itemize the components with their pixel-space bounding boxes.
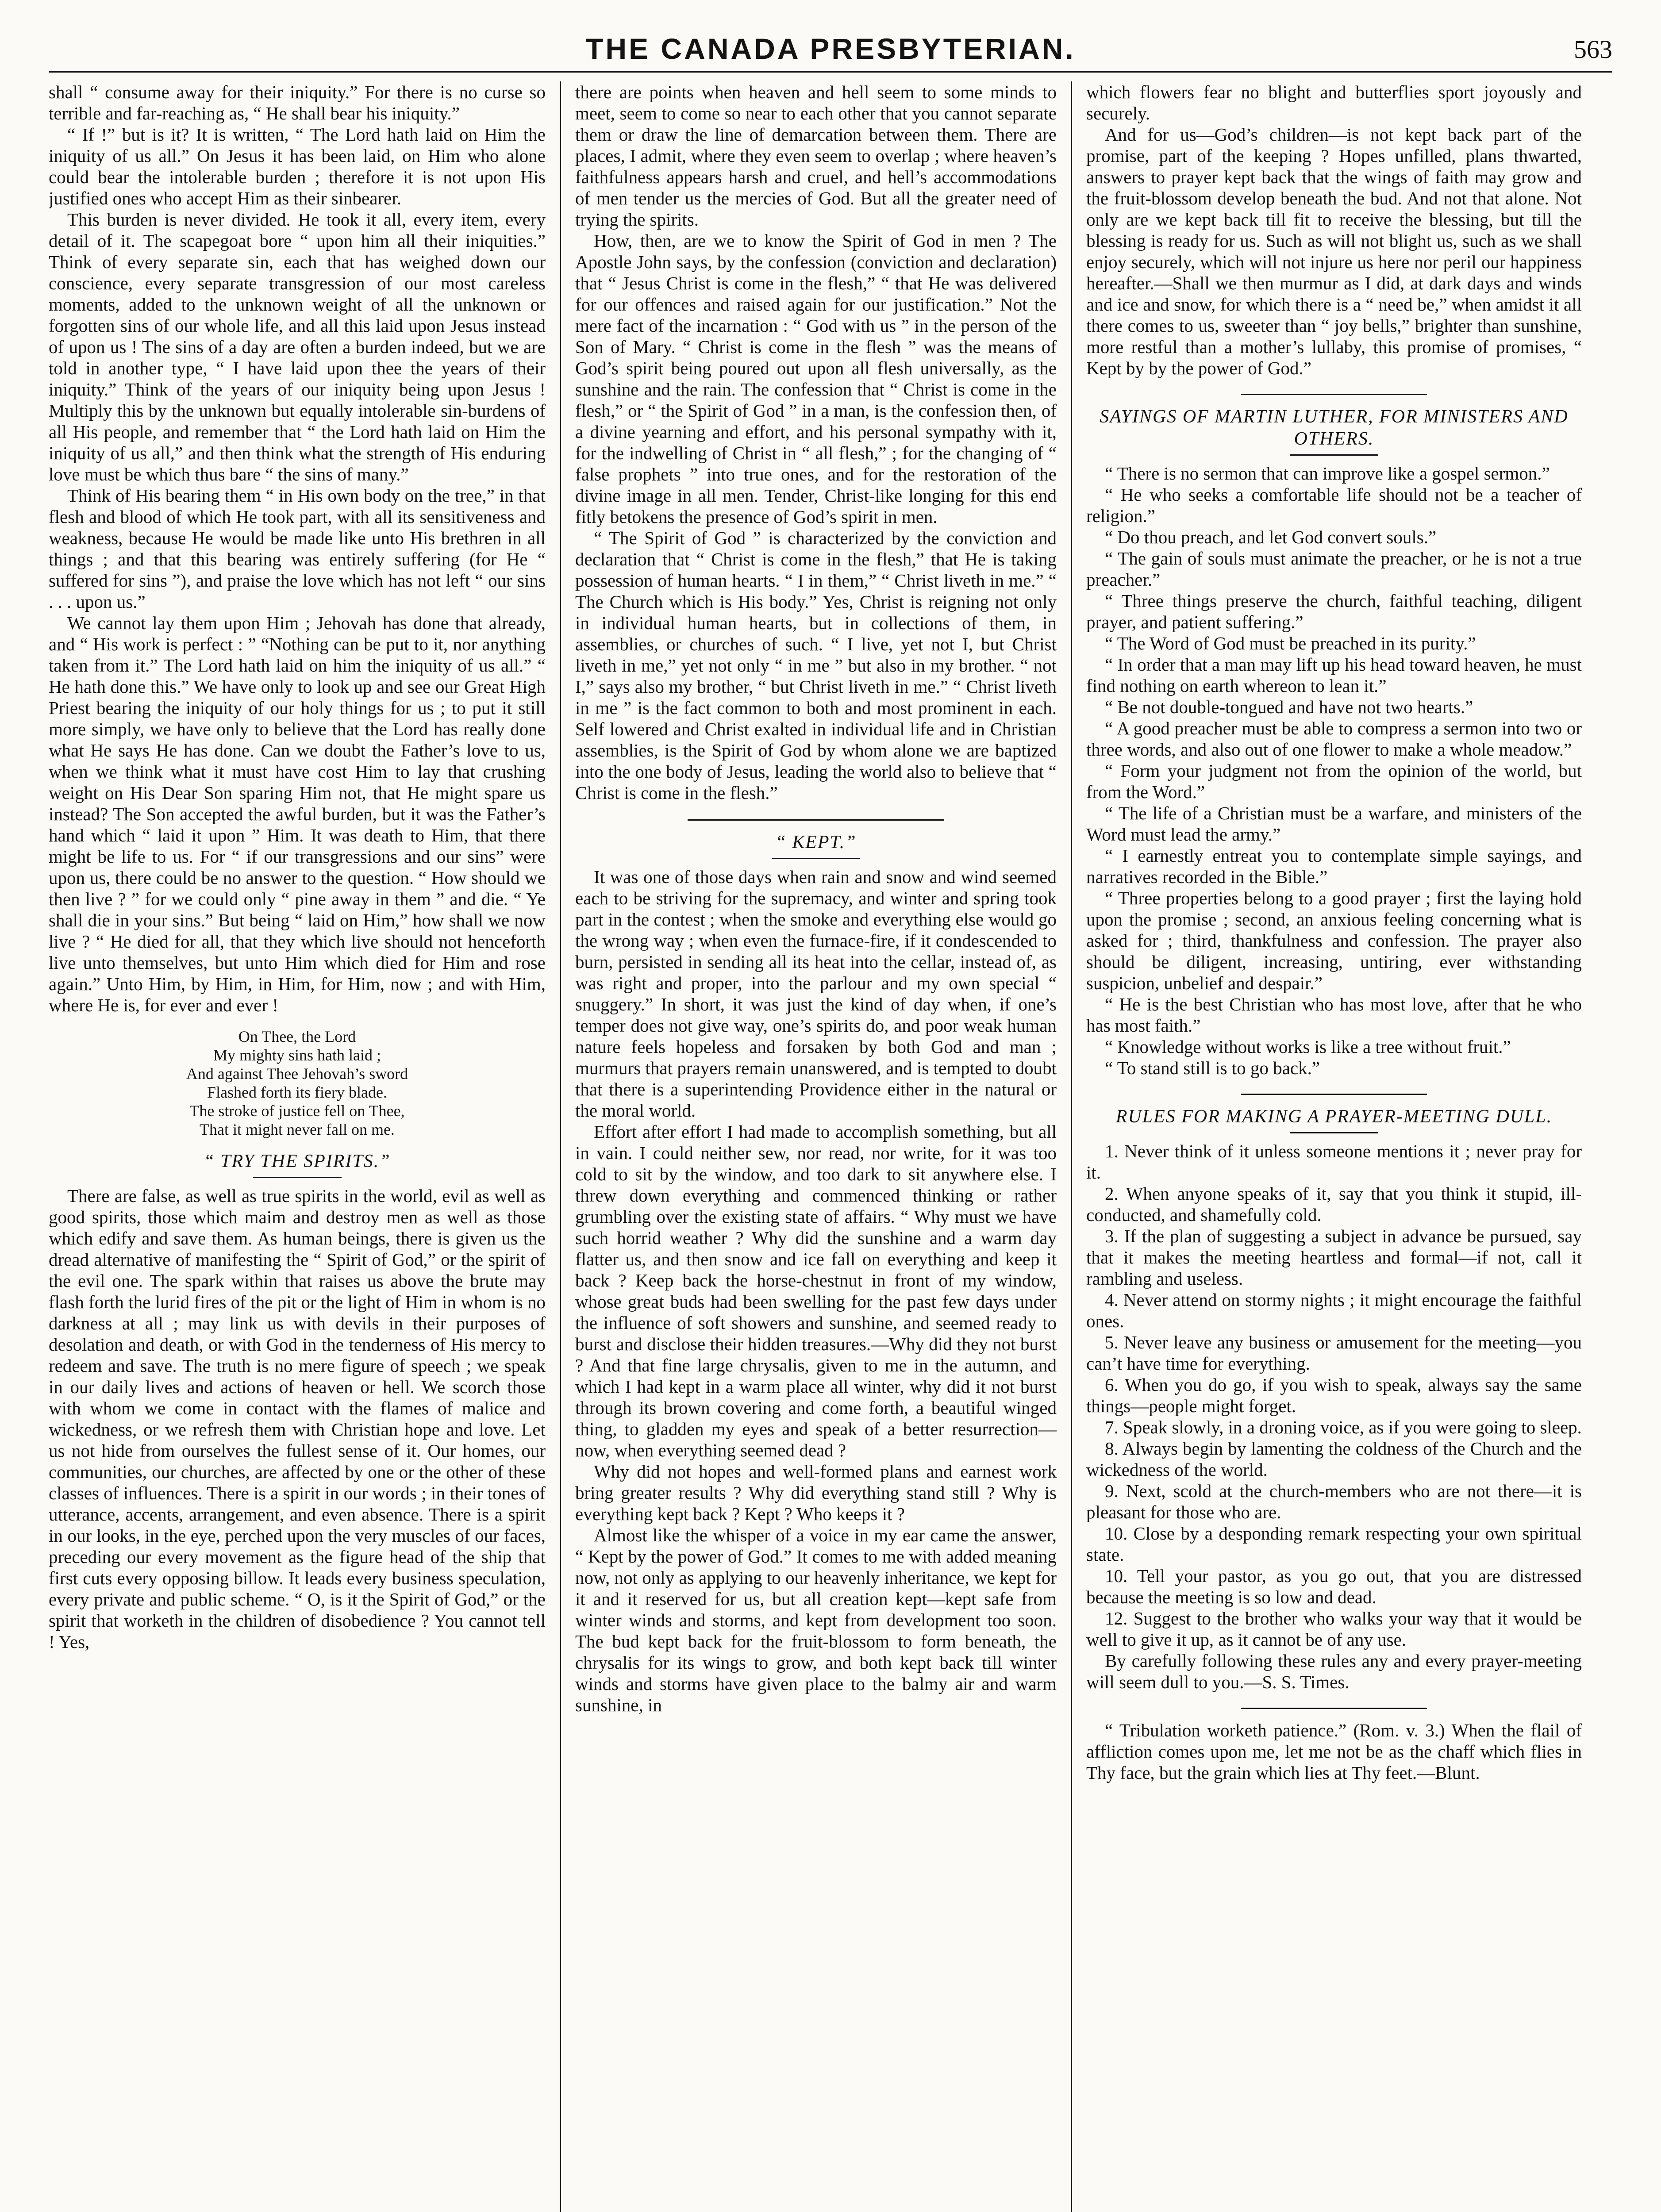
paragraph: Why did not hopes and well-formed plans and earnest work bring greater results ? Why did everything stand still ? Why is everything kept back ? Kept ? Who keeps it ? bbox=[575, 1461, 1057, 1524]
saying: “ He who seeks a comfortable life should not be a teacher of religion.” bbox=[1086, 484, 1582, 526]
saying: “ The life of a Christian must be a warfare, and ministers of the Word must lead the army.” bbox=[1086, 803, 1582, 845]
paragraph: How, then, are we to know the Spirit of God in men ? The Apostle John says, by the confession (conviction and declaration) that “ Jesus Christ is come in the flesh,” “ that He was delivered for our offences and raised again for our justification.” Not the mere fact of the incarnation : “ God with us ” in the person of the Son of Mary. “ Christ is come in the flesh ” was the means of God’s spirit being poured out upon all flesh universally, as the sunshine and the rain. The confession that “ Christ is come in the flesh,” or “ the Spirit of God ” in a man, is the confession then, of a divine yearning and effort, and his personal sympathy with it, for the indwelling of Christ in “ all flesh,” ; for the changing of “ false prophets ” into true ones, and for the restoration of the divine image in all men. Tender, Christ-like longing for this end fitly betokens the presence of God’s spirit in men. bbox=[575, 230, 1057, 527]
rules-closing: By carefully following these rules any and every prayer-meeting will seem dull to you.—S. S. Times. bbox=[1086, 1651, 1582, 1692]
paragraph: Think of His bearing them “ in His own body on the tree,” in that flesh and blood of which He took part, with all its sensitiveness and weakness, because He would be made like unto His brethren in all things ; and that this bearing was entirely suffering (for He “ suffered for sins ”), and praise the love which has not left “ our sins . . . upon us.” bbox=[49, 485, 546, 612]
columns bbox=[49, 81, 1612, 2212]
verse-line: The stroke of justice fell on Thee, bbox=[189, 1102, 405, 1120]
verse-stanza bbox=[49, 1027, 546, 1139]
section-heading-luther-sayings: SAYINGS OF MARTIN LUTHER, FOR MINISTERS AND OTHERS. bbox=[1100, 407, 1569, 449]
verse-line: That it might never fall on me. bbox=[200, 1121, 395, 1138]
rule-item: 7. Speak slowly, in a droning voice, as if you were going to sleep. bbox=[1105, 1417, 1582, 1437]
masthead bbox=[49, 31, 1612, 73]
saying: “ In order that a man may lift up his head toward heaven, he must find nothing on earth whereon to lean it.” bbox=[1086, 654, 1582, 696]
heading-rule bbox=[1290, 454, 1378, 456]
paragraph: Almost like the whisper of a voice in my ear came the answer, “ Kept by the power of God.” It comes to me with added meaning now, not only as applying to our heavenly inheritance, we kept for it and it reserved for us, but all creation kept—kept safe from winter winds and storms, and kept from development too soon. The bud kept back for the fruit-blossom to form beneath, the chrysalis for its wings to grow, and both kept back till winter winds and storms have given place to the balmy air and warm sunshine, in bbox=[575, 1525, 1057, 1715]
closing-quote: “ Tribulation worketh patience.” (Rom. v. 3.) When the flail of affliction comes upon me, let me not be as the chaff which flies in Thy face, but the grain which lies at Thy feet.—Blunt. bbox=[1086, 1720, 1582, 1783]
saying: “ Form your judgment not from the opinion of the world, but from the Word.” bbox=[1086, 760, 1582, 802]
rule-item: 4. Never attend on stormy nights ; it might encourage the faithful ones. bbox=[1086, 1290, 1582, 1331]
saying: “ Be not double-tongued and have not two hearts.” bbox=[1105, 697, 1473, 717]
rule-item: 2. When anyone speaks of it, say that you think it stupid, ill-conducted, and shamefully cold. bbox=[1086, 1183, 1582, 1225]
section-separator bbox=[1241, 1094, 1427, 1095]
saying: “ Three properties belong to a good prayer ; first the laying hold upon the promise ; second, an anxious feeling concerning what is asked for ; third, thankfulness and confession. The prayer also should be diligent, increasing, untiring, ever withstanding suspicion, unbelief and despair.” bbox=[1086, 888, 1582, 993]
paragraph: shall “ consume away for their iniquity.” For there is no curse so terrible and far-reaching as, “ He shall bear his iniquity.” bbox=[49, 82, 546, 123]
saying: “ There is no sermon that can improve like a gospel sermon.” bbox=[1105, 463, 1550, 484]
section-separator bbox=[688, 819, 944, 821]
saying: “ Knowledge without works is like a tree without fruit.” bbox=[1105, 1037, 1511, 1057]
section-heading-prayer-meeting-rules: RULES FOR MAKING A PRAYER-MEETING DULL. bbox=[1115, 1106, 1553, 1127]
page-number: 563 bbox=[1574, 35, 1612, 64]
saying: “ He is the best Christian who has most love, after that he who has most faith.” bbox=[1086, 994, 1582, 1036]
saying: “ To stand still is to go back.” bbox=[1105, 1058, 1320, 1078]
saying: “ I earnestly entreat you to contemplate simple sayings, and narratives recorded in the Bible.” bbox=[1086, 845, 1582, 887]
saying: “ Do thou preach, and let God convert souls.” bbox=[1105, 527, 1437, 547]
column-2 bbox=[560, 81, 1071, 2212]
paragraph: It was one of those days when rain and snow and wind seemed each to be striving for the supremacy, and winter and spring took part in the contest ; when the smoke and everything else would go the wrong way ; when even the furnace-fire, if it condescended to burn, persisted in sending all its heat into the cellar, instead of, as was right and proper, into the parlour and my own special “ snuggery.” In short, it was just the kind of day when, if one’s temper does not give way, one’s spirits do, and poor weak human nature feels hopeless and forsaken by both God and man ; murmurs that prayers remain unanswered, and is tempted to doubt that there is a superintending Providence either in the natural or the moral world. bbox=[575, 867, 1057, 1121]
paragraph: which flowers fear no blight and butterflies sport joyously and securely. bbox=[1086, 82, 1582, 123]
column-3 bbox=[1071, 81, 1582, 2212]
verse-line: Flashed forth its fiery blade. bbox=[207, 1083, 387, 1101]
paragraph: And for us—God’s children—is not kept back part of the promise, part of the keeping ? Hopes unfilled, plans thwarted, answers to prayer kept back that the wings of faith may grow and the fruit-blossom develop beneath the bud. And not that alone. Not only are we kept back till fit to receive the blessing, but till the blessing is ready for us. Such as will not blight us, such as we shall enjoy securely, which will not injure us here nor peril our happiness hereafter.—Shall we then murmur as I did, at dark days and winds and ice and snow, for which there is a “ need be,” when amidst it all there comes to us, sweeter than “ joy bells,” brighter than sunshine, more restful than a mother’s lullaby, this promise of promises, “ Kept by by the power of God.” bbox=[1086, 124, 1582, 378]
paragraph: Effort after effort I had made to accomplish something, but all in vain. I could neither sew, nor read, nor write, for it was too cold to sit by the window, and too dark to sit anywhere else. I threw down everything and commenced thinking or rather grumbling over the existing state of affairs. “ Why must we have such horrid weather ? Why did the sunshine and a warm day flatter us, and then snow and ice fall on everything and keep it back ? Keep back the horse-chestnut in front of my window, whose great buds had been swelling for the past few days under the influence of soft showers and sunshine, and seemed ready to burst and disclose their hidden treasures.—Why did they not burst ? And that fine large chrysalis, given to me in the autumn, and which I had kept in a warm place all winter, why did it not burst through its brown covering and come forth, a beautiful winged thing, to gladden my eyes and speak of a better resurrection—now, when everything seemed dead ? bbox=[575, 1121, 1057, 1460]
saying: “ Three things preserve the church, faithful teaching, diligent prayer, and patient suffering.” bbox=[1086, 591, 1582, 632]
paragraph: “ The Spirit of God ” is characterized by the conviction and declaration that “ Christ is come in the flesh,” that He is taking possession of human hearts. “ I in them,” “ Christ liveth in me.” “ The Church which is His body.” Yes, Christ is reigning not only in individual human hearts, but in collections of them, in assemblies, or churches of such. “ I live, yet not I, but Christ liveth in me,” yet not only “ in me ” but also in my brother. “ not I,” says also my brother, “ but Christ liveth in me.” “ Christ liveth in me ” is the fact common to both and most prominent in each. Self lowered and Christ exalted in individual life and in Christian assemblies, is the Spirit of God by whom alone we are baptized into the one body of Jesus, leading the world also to believe that “ Christ is come in the flesh.” bbox=[575, 528, 1057, 803]
rule-item: 5. Never leave any business or amusement for the meeting—you can’t have time for everything. bbox=[1086, 1332, 1582, 1374]
paragraph: “ If !” but is it? It is written, “ The Lord hath laid on Him the iniquity of us all.” On Jesus it has been laid, on Him who alone could bear the intolerable burden ; therefore it is not upon His justified ones who accept Him as their sinbearer. bbox=[49, 124, 546, 208]
rule-item: 9. Next, scold at the church-members who are not there—it is pleasant for those who are. bbox=[1086, 1481, 1582, 1522]
paragraph: There are false, as well as true spirits in the world, evil as well as good spirits, those which maim and destroy men as well as those which edify and save them. As human beings, there is given us the dread alternative of manifesting the “ Spirit of God,” or the spirit of the evil one. The spark within that raises us above the brute may flash forth the lurid fires of the pit or the light of Him in whom is no darkness at all ; may link us with devils in their purposes of desolation and death, or with God in the tenderness of His mercy to redeem and save. The truth is no mere figure of speech ; we speak in our daily lives and actions of heaven or hell. We scorch those with whom we come in contact with the flames of malice and wickedness, or we refresh them with Christian hope and love. Let us not hide from ourselves the fullest sense of it. Our homes, our communities, our churches, are affected by one or the other of these classes of influences. There is a spirit in our words ; in their tones of utterance, accents, arrangement, and even absence. There is a spirit in our looks, in the eye, perched upon the very muscles of our faces, preceding our every movement as the figure head of the ship that first cuts every opposing billow. It leads every business speculation, every private and public scheme. “ O, is it the Spirit of God,” or the spirit that worketh in the children of disobedience ? You cannot tell ! Yes, bbox=[49, 1186, 546, 1652]
heading-rule bbox=[253, 1177, 342, 1178]
rule-item: 6. When you do go, if you wish to speak, always say the same things—people might forget. bbox=[1086, 1375, 1582, 1416]
paragraph: We cannot lay them upon Him ; Jehovah has done that already, and “ His work is perfect : ” “Nothing can be put to it, nor anything taken from it.” The Lord hath laid on him the iniquity of us all.” “ He hath done this.” We have only to look up and see our Great High Priest bearing the iniquity of our holy things for us ; to put it still more simply, we have only to believe that the Lord has really done what He says He has done. Can we doubt the Father’s love to us, when we think what it must have cost Him to lay that crushing weight on His Dear Son sparing Him not, that He might spare us instead? The Son accepted the awful burden, but it was the Father’s hand which “ laid it upon ” Him. It was death to Him, that there might be life to us. For “ if our transgressions and our sins” were upon us, there could be no answer to the question. “ How should we then live ? ” for we could only “ pine away in them ” and die. “ Ye shall die in your sins.” But being “ laid on Him,” how shall we now live ? “ He died for all, that they which live should not henceforth live unto themselves, but unto Him which died for Him and rose again.” Unto Him, by Him, in Him, for Him, now ; and with Him, where He is, for ever and ever ! bbox=[49, 613, 546, 1015]
rule-item: 12. Suggest to the brother who walks your way that it would be well to give it up, as it cannot be of any use. bbox=[1086, 1608, 1582, 1650]
rule-item: 1. Never think of it unless someone mentions it ; never pray for it. bbox=[1086, 1141, 1582, 1183]
rule-item: 10. Close by a desponding remark respecting your own spiritual state. bbox=[1086, 1523, 1582, 1565]
saying: “ A good preacher must be able to compress a sermon into two or three words, and also out of one flower to make a whole meadow.” bbox=[1086, 718, 1582, 760]
section-heading-try-the-spirits: “ TRY THE SPIRITS.” bbox=[204, 1151, 391, 1171]
rule-item: 8. Always begin by lamenting the coldness of the Church and the wickedness of the world. bbox=[1086, 1438, 1582, 1480]
paragraph: This burden is never divided. He took it all, every item, every detail of it. The scapegoat bore “ upon him all their iniquities.” Think of every separate sin, each that has weighed down our conscience, every separate transgression of our most careless moments, added to the unknown weight of all the unknown or forgotten sins of our whole life, and all this laid upon Jesus instead of upon us ! The sins of a day are often a burden indeed, but we are told in another type, “ I have laid upon thee the years of their iniquity.” Think of the years of our iniquity being upon Jesus ! Multiply this by the unknown but equally intolerable sin-burdens of all His people, and remember that “ the Lord hath laid on Him the iniquity of us all,” and then think what the strength of His enduring love must be which thus bare “ the sins of many.” bbox=[49, 209, 546, 484]
rule-item: 10. Tell your pastor, as you go out, that you are distressed because the meeting is so low and dead. bbox=[1086, 1566, 1582, 1607]
saying: “ The Word of God must be preached in its purity.” bbox=[1105, 633, 1476, 653]
section-heading-kept: “ KEPT.” bbox=[775, 832, 857, 853]
saying: “ The gain of souls must animate the preacher, or he is not a true preacher.” bbox=[1086, 548, 1582, 590]
verse-line: My mighty sins hath laid ; bbox=[213, 1046, 381, 1064]
verse-line: On Thee, the Lord bbox=[238, 1028, 356, 1045]
section-separator bbox=[1241, 394, 1427, 395]
page-title: THE CANADA PRESBYTERIAN. bbox=[585, 32, 1076, 65]
section-separator bbox=[1241, 1708, 1427, 1709]
verse-line: And against Thee Jehovah’s sword bbox=[186, 1065, 408, 1083]
heading-rule bbox=[772, 858, 860, 859]
column-1 bbox=[49, 81, 560, 2212]
paragraph: there are points when heaven and hell seem to some minds to meet, seem to come so near to each other that you cannot separate them or draw the line of demarcation between them. There are places, I admit, where they even seem to overlap ; where heaven’s faithfulness appears harsh and cruel, and hell’s accommodations of men tender us the mercies of God. But all the greater need of trying the spirits. bbox=[575, 82, 1057, 230]
heading-rule bbox=[1290, 1132, 1378, 1133]
rule-item: 3. If the plan of suggesting a subject in advance be pursued, say that it makes the meeting heartless and formal—if not, call it rambling and useless. bbox=[1086, 1226, 1582, 1289]
